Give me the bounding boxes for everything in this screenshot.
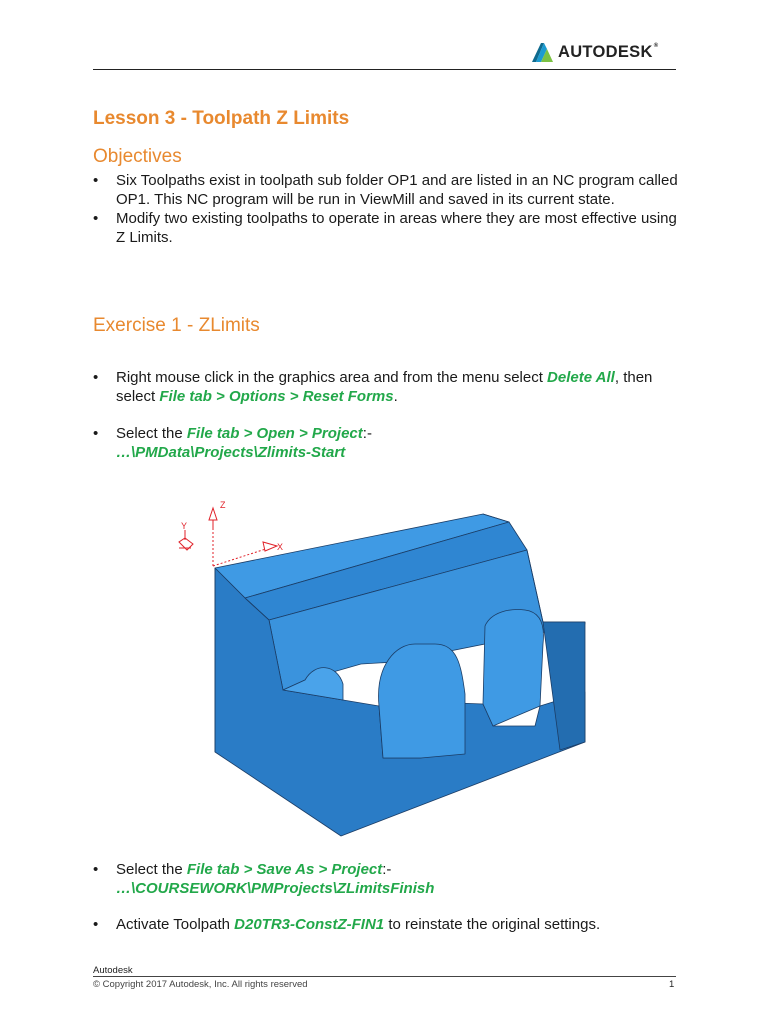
lesson-title: Lesson 3 - Toolpath Z Limits — [93, 108, 350, 129]
exercise-step-list — [93, 424, 678, 462]
objectives-list — [93, 171, 678, 247]
autodesk-logo — [530, 40, 658, 64]
model-illustration — [165, 494, 605, 840]
axis-y-label: Y — [181, 521, 188, 531]
machined-block-model — [215, 514, 585, 836]
project-path-start: …\PMData\Projects\Zlimits-Start — [116, 444, 346, 461]
exercise-step-list — [93, 915, 678, 934]
header-divider — [93, 69, 676, 70]
footer-copyright: © Copyright 2017 Autodesk, Inc. All rights reserved — [93, 979, 308, 990]
model-figure — [165, 494, 605, 840]
footer-divider — [93, 976, 676, 977]
exercise-step-4: • Activate Toolpath D20TR3-ConstZ-FIN1 to reinstate the original settings. — [93, 915, 678, 934]
page-number: 1 — [669, 979, 675, 990]
command-save-as-project: File tab > Save As > Project — [186, 861, 383, 878]
objective-item: • Six Toolpaths exist in toolpath sub folder OP1 and are listed in an NC program called OP1. This NC program will be run in ViewMill and saved in its current state. — [93, 171, 678, 209]
exercise-step-2: • Select the File tab > Open > Project:- …\PMData\Projects\Zlimits-Start — [93, 424, 678, 462]
toolpath-name: D20TR3-ConstZ-FIN1 — [234, 916, 385, 933]
command-open-project: File tab > Open > Project — [186, 425, 363, 442]
axis-triad-icon — [179, 508, 277, 566]
autodesk-logo-icon — [530, 41, 554, 63]
axis-z-label: Z — [220, 500, 226, 510]
footer-company: Autodesk — [93, 965, 133, 976]
command-reset-forms: File tab > Options > Reset Forms — [159, 388, 394, 405]
exercise-heading: Exercise 1 - ZLimits — [93, 315, 260, 336]
project-path-finish: …\COURSEWORK\PMProjects\ZLimitsFinish — [116, 880, 435, 897]
exercise-step-list — [93, 860, 678, 898]
exercise-step-list — [93, 368, 678, 406]
autodesk-logo-text: AUTODESK® — [558, 42, 659, 61]
axis-x-label: X — [277, 542, 284, 552]
exercise-step-1: • Right mouse click in the graphics area and from the menu select Delete All, then select File tab > Options > Reset Forms. — [93, 368, 678, 406]
command-delete-all: Delete All — [547, 369, 615, 386]
exercise-step-3: • Select the File tab > Save As > Project:- …\COURSEWORK\PMProjects\ZLimitsFinish — [93, 860, 678, 898]
objectives-heading: Objectives — [93, 146, 182, 167]
objective-item: • Modify two existing toolpaths to operate in areas where they are most effective using Z Limits. — [93, 209, 678, 247]
